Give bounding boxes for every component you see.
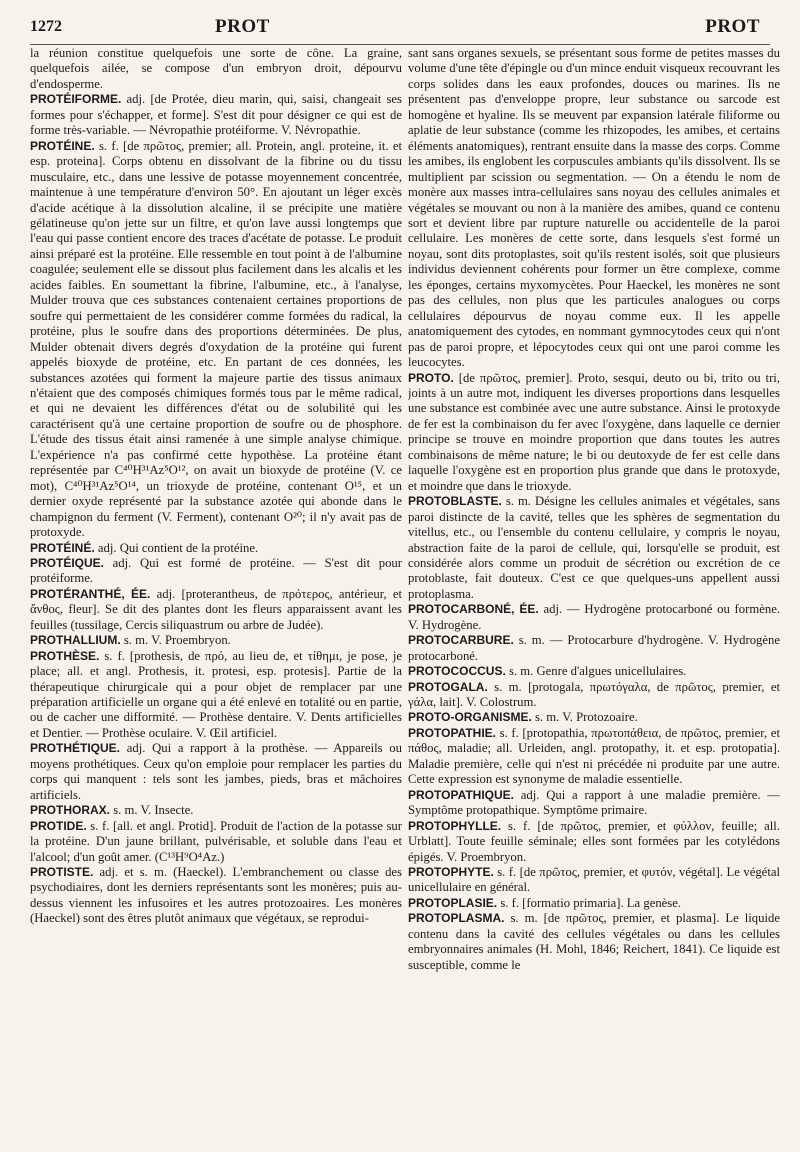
dictionary-entry (30, 649, 402, 742)
dictionary-entry (408, 710, 780, 725)
entry-headword: PROTO-ORGANISME. (408, 710, 532, 725)
entry-headword: PROTHÈSE. (30, 648, 100, 663)
entry-text: s. f. [formatio primaria]. La genèse. (497, 895, 682, 910)
entry-text: adj. et s. m. (Haeckel). L'embranchement ou classe des psychodiaires, dont les derniers représentants sont les monères; puis au-dessus viennent les infusoires et les autres protozoaires. Les monères (Haeckel) sont des êtres plutôt animaux que végétaux, se reprodui- (30, 865, 402, 926)
dictionary-entry (30, 803, 402, 818)
entry-headword: PROTOCARBONÉ, ÉE. (408, 602, 539, 617)
entry-text: s. m. [de πρῶτος, premier, et plasma]. Le liquide contenu dans la cavité des cellules végétales ou dans les cellules embryonnaires animales (H. Mohl, 1846; Reichert, 1841). Ce liquide est susceptible, comme le (408, 911, 780, 972)
entry-text: [de πρῶτος, premier]. Proto, sesqui, deuto ou bi, trito ou tri, joints à un autre mot, indiquent les diverses proportions dans lesquelles une substance est combinée avec une autre substance. Ainsi le protoxyde de fer est la combinaison du fer avec l'oxygène, dans laquelle ce dernier principe se trouve en moindre proportion que dans toutes les autres combinaisons de même nature; le bi ou deutoxyde de fer est celle dans laquelle l'oxygène est en proportion plus grande que dans le protoxyde, et moindre que dans le trioxyde. (408, 370, 780, 493)
entry-text: s. m. V. Insecte. (110, 803, 194, 818)
entry-text: adj. Qui est formé de protéine. — S'est dit pour protéiforme. (30, 555, 402, 586)
entry-text: adj. [de Protée, dieu marin, qui, saisi, changeait ses formes pour s'échapper, et forme]. S'est dit pour désigner ce qui est de forme très-variable. — Névropathie protéiforme. V. Névropathie. (30, 92, 402, 138)
dictionary-entry (408, 896, 780, 911)
entry-text: s. f. [all. et angl. Protid]. Produit de l'action de la potasse sur la protéine. D'un jaune brillant, pulvérisable, et soluble dans l'eau et l'alcool; d'un goût amer. (C¹³H⁹O⁴Az.) (30, 818, 402, 864)
entry-headword: PROTHORAX. (30, 803, 111, 818)
entry-headword: PROTÉIQUE. (30, 555, 105, 570)
entry-text: s. f. [prothesis, de πρό, au lieu de, et τίθημι, je pose, je place; all. et angl. Prothesis, it. protesi, esp. protesis]. Partie de la thérapeutique chirurgicale qui a pour objet de remplacer par une préparation artificielle un organe qui a été enlevé en totalité ou en partie, ou de cacher une difformité. — Prothèse dentaire. V. Dents artificielles et Dentier. — Prothèse oculaire. V. Œil artificiel. (30, 648, 402, 740)
page-number: 1272 (30, 18, 62, 35)
entry-headword: PROTÉIFORME. (30, 92, 122, 107)
page-header (30, 16, 770, 44)
dictionary-entry (408, 371, 780, 495)
left-column (30, 46, 402, 1142)
dictionary-entry (30, 587, 402, 633)
running-head-left: PROT (215, 16, 270, 37)
right-column (408, 46, 780, 1142)
dictionary-entry (30, 92, 402, 138)
dictionary-entry (30, 741, 402, 803)
dictionary-entry (30, 541, 402, 556)
entry-headword: PROTHALLIUM. (30, 633, 121, 648)
dictionary-entry (408, 46, 780, 371)
entry-headword: PROTOPATHIE. (408, 725, 497, 740)
dictionary-entry (30, 819, 402, 865)
entry-text: s. f. [de πρῶτος, premier; all. Protein, angl. proteine, it. et esp. proteina]. Corps obtenu en dissolvant de la fibrine ou du tissu musculaire, etc., dans une lessive de potasse moyennement concentrée, maintenue à une température d'environ 50°. En ajoutant un léger excès d'acide acétique à la dissolution alcaline, il se précipite une matière gélatineuse qu'on jette sur un filtre, et qu'on lave aussi longtemps que l'eau qui passe contient encore des traces d'acétate de potasse. Le produit ainsi préparé est la protéine. Elle ressemble en tout point à de l'albumine coagulée; seulement elle se dissout plus facilement dans les alcalis et les acides faibles. En soumettant la fibrine, l'albumine, etc., à l'analyse, Mulder trouva que ces substances contenaient certaines proportions de soufre qui permettaient de les considérer comme formées du radical, la protéine, plus le soufre dans des proportions déterminées. De plus, Mulder obtenait divers degrés d'oxydation de la protéine qui furent appelés bioxyde de protéine, etc. En partant de ces données, les substances azotées qui forment la majeure partie des tissus animaux n'étaient que des composés chimiques formés tous par le même radical, et qui ne devaient les différences d'état ou de solubilité qui les caractérisent qu'à une certaine proportion de soufre ou de phosphore. L'étude des tissus était ainsi ramenée à une simple analyse chimique. L'expérience n'a pas confirmé cette hypothèse. La protéine étant représentée par C⁴⁰H³¹Az⁵O¹², on avait un bioxyde de protéine (V. ce mot), C⁴⁰H³¹Az⁵O¹⁴, un trioxyde de protéine, contenant O¹⁵, et un dernier oxyde représenté par la substance azotée qui abonde dans le champignon du ferment (V. Ferment), contenant O²⁰; il n'y avait pas de protoxyde. (30, 138, 402, 540)
entry-text: adj. Qui a rapport à la prothèse. — Appareils ou moyens prothétiques. Ceux qu'on emploie pour remplacer les parties du corps qui manquent : tels sont les jambes, pieds, bras et mâchoires artificiels. (30, 741, 402, 802)
entry-text: adj. Qui contient de la protéine. (94, 540, 259, 555)
entry-headword: PROTÉRANTHÉ, ÉE. (30, 586, 151, 601)
entry-headword: PROTOGALA. (408, 679, 488, 694)
dictionary-entry (30, 139, 402, 541)
entry-headword: PROTIDE. (30, 818, 87, 833)
entry-headword: PROTOPLASMA. (408, 911, 505, 926)
dictionary-entry (408, 726, 780, 788)
entry-text: s. m. Genre d'algues unicellulaires. (505, 664, 687, 679)
running-head-right: PROT (705, 16, 760, 37)
dictionary-entry (408, 819, 780, 865)
dictionary-entry (408, 633, 780, 664)
entry-text: adj. Qui a rapport à une maladie première. — Symptôme protopathique. Symptôme primaire. (408, 787, 780, 818)
dictionary-entry (30, 633, 402, 648)
entry-text: sant sans organes sexuels, se présentant sous forme de petites masses du volume d'une tête d'épingle ou d'un mince enduit visqueux recouvrant les corps solides dans les eaux profondes, douces ou marines. Ils ne présentent pas d'enveloppe propre, leur substance ou sarcode est homogène et hyaline. Ils se meuvent par expansion latérale filiforme ou aplatie de leur substance (comme les rhizopodes, les amibes, et certains éléments anatomiques), rentrant ensuite dans la masse des corps. Comme les amibes, ils englobent les corpuscules ambiants qu'ils dissolvent. Ils se multiplient par scission ou segmentation. — On a étendu le nom de monère aux masses intra-cellulaires sans noyau des cellules animales et végétales se mouvant ou non à la manière des amibes, quand ce contenu sort et devient libre par rupture naturelle ou accidentelle de la paroi cellulaire. Les monères de cette sorte, dans lesquels s'est formé un noyau, sont dits protoplastes, soit qu'ils restent isolés, soit que plusieurs individus deviennent cohérents pour former un être complexe, comme les éponges, certains myxomycètes. Pour Haeckel, les monères ne sont pas des cellules, non plus que les particules analogues ou corps cellulaires dépourvus de noyau comme eux. Il les appelle anatomiquement des cytodes, en nommant gymnocytodes ceux qui n'ont pas de paroi propre, et lépocytodes ceux qui ont une paroi comme les leucocytes. (408, 46, 780, 370)
entry-text: la réunion constitue quelquefois une sorte de cône. La graine, quelquefois ailée, se compose d'un embryon droit, dépourvu d'endosperme. (30, 46, 402, 91)
header-rule (30, 44, 770, 45)
entry-headword: PROTÉINÉ. (30, 540, 95, 555)
dictionary-entry (408, 911, 780, 973)
dictionary-entry (408, 664, 780, 679)
dictionary-entry (30, 46, 402, 92)
entry-headword: PROTOPHYLLE. (408, 818, 502, 833)
dictionary-entry (408, 788, 780, 819)
entry-text: s. f. [de πρῶτος, premier, et φυτόν, végétal]. Le végétal unicellulaire en général. (408, 865, 780, 895)
entry-text: s. f. [de πρῶτος, premier, et φύλλον, feuille; all. Urblatt]. Toute feuille séminale; elles sont formées par les cotylédons épigés. V. Proembryon. (408, 818, 780, 864)
entry-text: s. f. [protopathia, πρωτοπάθεια, de πρῶτος, premier, et πάθος, maladie; all. Urleiden, angl. protopathy, it. et esp. protopatia]. Maladie première, celle qui n'est ni précédée ni produite par une autre. Cette expression est synonyme de maladie essentielle. (408, 725, 780, 787)
entry-headword: PROTOCOCCUS. (408, 664, 506, 679)
entry-text: s. m. V. Protozoaire. (531, 710, 638, 725)
dictionary-entry (30, 865, 402, 927)
entry-headword: PROTHÉTIQUE. (30, 741, 121, 756)
entry-text: adj. — Hydrogène protocarboné ou formène. V. Hydrogène. (408, 602, 780, 632)
entry-headword: PROTOPLASIE. (408, 895, 498, 910)
dictionary-entry (408, 680, 780, 711)
entry-text: s. m. [protogala, πρωτόγαλα, de πρῶτος, premier, et γάλα, lait]. V. Colostrum. (408, 679, 780, 710)
entry-headword: PROTOPHYTE. (408, 865, 494, 880)
entry-text: s. m. Désigne les cellules animales et végétales, sans paroi distincte de la cavité, telles que les sphères de segmentation du vitellus, etc., ou l'ensemble du contenu cellulaire, y compris le noyau, abstraction faite de la paroi de cellule, qui, lorsqu'elle se produit, est considérée alors comme un produit de sécrétion ou excrétion de ce protoblaste, fait douteux. C'est ce que quelques-uns appellent aussi protoplasma. (408, 494, 780, 601)
entry-headword: PROTOBLASTE. (408, 494, 502, 509)
dictionary-entry (408, 602, 780, 633)
dictionary-entry (408, 494, 780, 602)
entry-headword: PROTÉINE. (30, 138, 95, 153)
dictionary-entry (408, 865, 780, 896)
entry-headword: PROTO. (408, 370, 454, 385)
entry-text: s. m. — Protocarbure d'hydrogène. V. Hydrogène protocarboné. (408, 633, 780, 663)
entry-text: adj. [proterantheus, de πρότερος, antérieur, et ἄνθος, fleur]. Se dit des plantes dont les fleurs apparaissent avant les feuilles (tussilage, Cercis siliquastrum ou arbre de Judée). (30, 586, 402, 632)
dictionary-entry (30, 556, 402, 587)
entry-headword: PROTOCARBURE. (408, 633, 514, 648)
entry-text: s. m. V. Proembryon. (120, 633, 231, 648)
entry-headword: PROTOPATHIQUE. (408, 787, 515, 802)
entry-headword: PROTISTE. (30, 865, 94, 880)
